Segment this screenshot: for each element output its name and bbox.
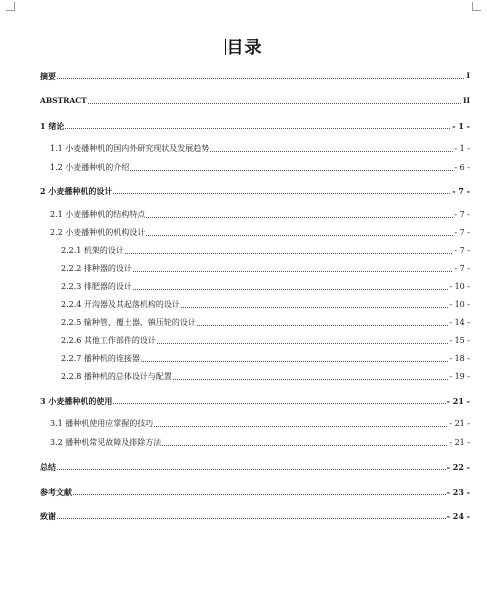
toc-entry-page: - 7 - [454, 210, 470, 219]
toc-entry-page: - 10 - [449, 282, 470, 291]
crop-mark-top-left [6, 2, 15, 11]
crop-mark-top-right [472, 2, 481, 11]
dot-leader [130, 170, 453, 171]
toc-entry-page: - 22 - [446, 462, 470, 472]
toc-entry[interactable] [0, 460, 487, 474]
toc-entry[interactable] [0, 485, 487, 499]
toc-entry-label: 2.2.7 播种机的连接器 [61, 354, 140, 363]
toc-entry-label: ABSTRACT [40, 96, 87, 105]
toc-entry-label: 2.2.1 机架的设计 [61, 246, 124, 255]
dot-leader [141, 361, 448, 362]
toc-entry-label: 1 绪论 [40, 121, 65, 131]
dot-leader [88, 103, 462, 104]
toc-entry-label: 3 小麦播种机的使用 [40, 396, 113, 406]
toc-entry-page: - 14 - [449, 318, 470, 327]
toc-entry-label: 2.2.5 输种管、覆土器、镇压轮的设计 [61, 318, 196, 327]
toc-entry[interactable] [0, 298, 487, 312]
toc-entry-page: - 7 - [454, 246, 470, 255]
toc-entry-label: 2.1 小麦播种机的结构特点 [50, 210, 146, 219]
toc-entry-label: 2 小麦播种机的设计 [40, 186, 113, 196]
toc-entry-page: - 15 - [449, 336, 470, 345]
toc-title: 目录 [226, 38, 263, 58]
toc-entry[interactable] [0, 94, 487, 108]
toc-entry[interactable] [0, 161, 487, 175]
toc-entry[interactable] [0, 262, 487, 276]
toc-entry-label: 摘要 [40, 71, 56, 81]
toc-entry-page: - 21 - [446, 396, 470, 406]
toc-entry-page: - 7 - [454, 228, 470, 237]
toc-entry-label: 2.2.6 其他工作部件的设计 [61, 336, 156, 345]
toc-entry[interactable] [0, 509, 487, 523]
dot-leader [57, 518, 446, 519]
dot-leader [210, 151, 453, 152]
toc-entry[interactable] [0, 119, 487, 133]
toc-entry-page: - 7 - [454, 264, 470, 273]
toc-entry[interactable] [0, 436, 487, 450]
toc-entry[interactable] [0, 208, 487, 222]
toc-entry-label: 总结 [40, 462, 56, 472]
toc-entry[interactable] [0, 226, 487, 240]
dot-leader [65, 128, 451, 129]
toc-entry-page: II [462, 96, 470, 105]
toc-entry-page: - 18 - [449, 354, 470, 363]
toc-entry-label: 致谢 [40, 511, 56, 521]
dot-leader [113, 193, 451, 194]
dot-leader [57, 78, 465, 79]
dot-leader [197, 325, 448, 326]
toc-entry[interactable] [0, 184, 487, 198]
dot-leader [146, 217, 453, 218]
toc-entry-page: - 23 - [446, 487, 470, 497]
toc-entry-page: - 1 - [454, 144, 470, 153]
toc-entry-page: I [466, 71, 470, 80]
toc-entry[interactable] [0, 394, 487, 408]
dot-leader [154, 426, 448, 427]
dot-leader [173, 379, 448, 380]
toc-entry-page: - 10 - [449, 300, 470, 309]
toc-entry[interactable] [0, 334, 487, 348]
toc-entry[interactable] [0, 370, 487, 384]
text-cursor [225, 39, 226, 55]
dot-leader [146, 235, 453, 236]
toc-entry-page: - 21 - [449, 438, 470, 447]
toc-entry-label: 3.1 播种机使用应掌握的技巧 [50, 419, 154, 428]
toc-entry-label: 参考文献 [40, 487, 72, 497]
toc-entry[interactable] [0, 69, 487, 83]
dot-leader [125, 253, 454, 254]
toc-entry-label: 2.2 小麦播种机的机构设计 [50, 228, 146, 237]
toc-entry-label: 1.2 小麦播种机的介绍 [50, 163, 130, 172]
toc-entry[interactable] [0, 244, 487, 258]
toc-entry-label: 2.2.4 开沟器及其起落机构的设计 [61, 300, 180, 309]
dot-leader [162, 445, 448, 446]
toc-entry-label: 3.2 播种机常见故障及排除方法 [50, 438, 162, 447]
toc-entry-label: 2.2.2 排种器的设计 [61, 264, 132, 273]
toc-title-container [0, 33, 487, 58]
toc-entry-label: 2.2.3 排肥器的设计 [61, 282, 132, 291]
dot-leader [157, 343, 448, 344]
toc-entry-page: - 6 - [454, 163, 470, 172]
toc-entry[interactable] [0, 280, 487, 294]
toc-entry-page: - 1 - [452, 121, 470, 131]
toc-entry-page: - 21 - [449, 419, 470, 428]
toc-entry-page: - 19 - [449, 372, 470, 381]
toc-entry[interactable] [0, 142, 487, 156]
dot-leader [133, 271, 454, 272]
toc-entry[interactable] [0, 352, 487, 366]
toc-entry-label: 1.1 小麦播种机的国内外研究现状及发展趋势 [50, 144, 210, 153]
toc-entry[interactable] [0, 316, 487, 330]
toc-entry-page: - 7 - [452, 186, 470, 196]
dot-leader [73, 494, 446, 495]
toc-entry-page: - 24 - [446, 511, 470, 521]
dot-leader [113, 403, 445, 404]
toc-entry[interactable] [0, 417, 487, 431]
dot-leader [57, 469, 446, 470]
dot-leader [181, 307, 448, 308]
toc-entry-label: 2.2.8 播种机的总体设计与配置 [61, 372, 172, 381]
dot-leader [133, 289, 448, 290]
